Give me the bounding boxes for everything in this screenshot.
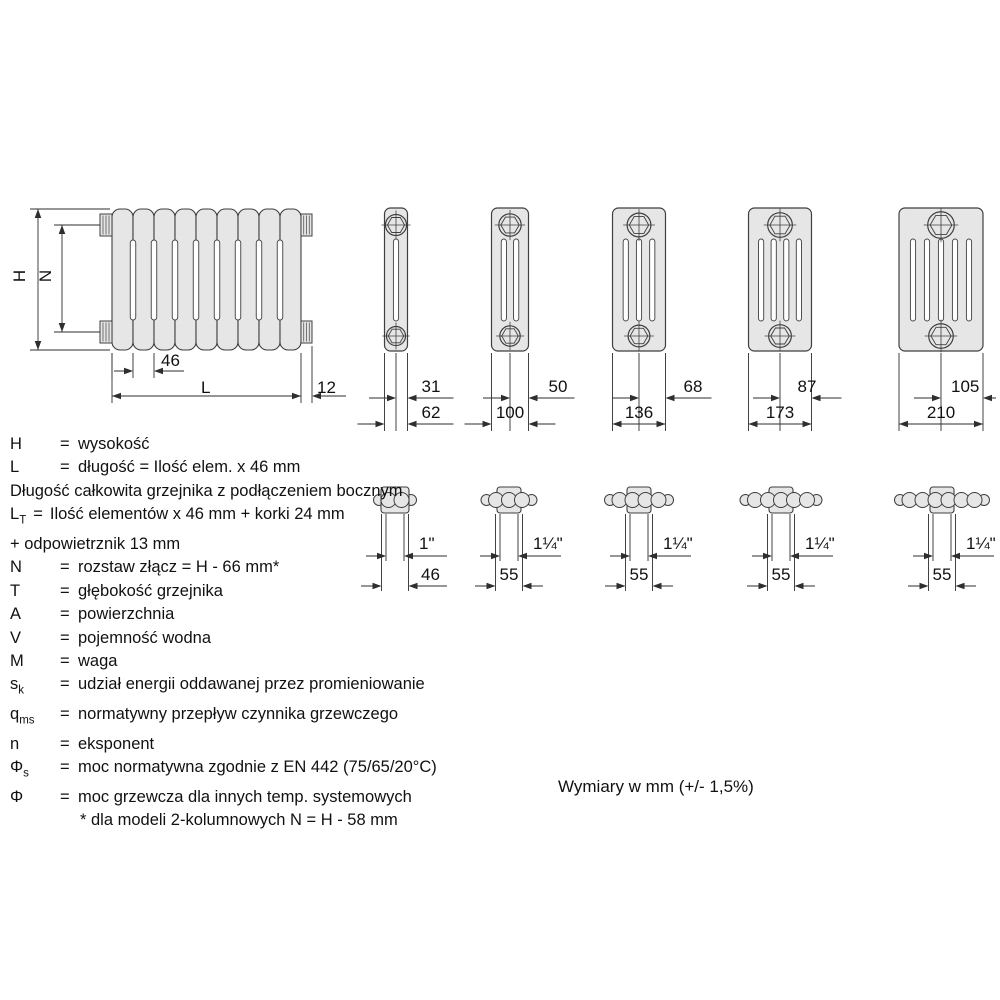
cross-section-3-col (465, 208, 575, 431)
legend-description: pojemność wodna (78, 628, 211, 647)
legend-row-10 (10, 673, 437, 703)
height-dim-label: H (10, 269, 30, 283)
legend-symbol: N (10, 558, 22, 577)
legend-equals: = (60, 435, 70, 453)
legend-symbol: n (10, 734, 20, 753)
legend-symbol: $q_{ms}$ (10, 705, 35, 727)
legend-row-14 (10, 786, 437, 809)
legend-description: udział energii oddawanej przez promieniowanie (78, 675, 425, 694)
legend-equals: = (60, 758, 70, 777)
cross-section-4-col (612, 208, 712, 431)
length-dim-label: L (201, 378, 211, 397)
legend-equals: = (60, 628, 70, 647)
legend-row-11 (10, 703, 437, 733)
topview-3col-thread-size-label: 1¼" (533, 534, 563, 553)
section-5col-half-depth-label: 87 (797, 377, 817, 396)
topview-2col-pitch-label: 46 (421, 565, 440, 584)
legend-row-2 (10, 480, 437, 503)
legend-equals: = (33, 505, 43, 524)
legend-symbol: $\Phi_s$ (10, 758, 29, 780)
legend-symbol: V (10, 628, 22, 647)
topview-4col-pitch-label: 55 (629, 565, 649, 584)
legend-symbol: $L_T$ (10, 505, 27, 527)
section-5col-full-depth-label: 173 (765, 403, 795, 422)
front-view (30, 209, 346, 403)
legend-equals: = (60, 581, 70, 600)
legend-row-8 (10, 627, 437, 650)
legend-row-13 (10, 756, 437, 786)
legend-equals: = (60, 605, 70, 624)
legend-description: Długość całkowita grzejnika z podłączeniem bocznym (10, 481, 403, 500)
section-2col-full-depth-label: 62 (421, 403, 441, 422)
section-4col-half-depth-label: 68 (683, 377, 703, 396)
legend-row-4 (10, 533, 437, 556)
legend-row-12 (10, 733, 437, 756)
element-pitch-dim-label: 46 (161, 351, 180, 370)
legend-symbol: $s_k$ (10, 675, 24, 697)
section-6col-half-depth-label: 105 (951, 377, 980, 396)
legend-description: powierzchnia (78, 605, 175, 624)
legend-equals: = (60, 675, 70, 694)
legend-equals: = (60, 558, 70, 577)
legend-description: waga (78, 651, 118, 670)
section-4col-full-depth-label: 136 (624, 403, 654, 422)
end-offset-dim-label: 12 (317, 378, 336, 397)
topview-5col-thread-size-label: 1¼" (805, 534, 835, 553)
section-2col-half-depth-label: 31 (421, 377, 441, 396)
legend-symbol: H (10, 435, 22, 453)
legend-row-5 (10, 556, 437, 579)
legend-equals: = (60, 651, 70, 670)
legend-equals: = (60, 458, 70, 477)
joint-spacing-dim-label: N (36, 269, 56, 283)
topview-2col-thread-size-label: 1" (419, 534, 435, 553)
legend-description: * dla modeli 2-kolumnowych N = H - 58 mm (80, 811, 398, 830)
legend-description: Ilość elementów x 46 mm + korki 24 mm (49, 505, 345, 524)
cross-section-6-col (899, 208, 996, 431)
cross-section-5-col (749, 208, 842, 431)
legend-symbol: L (10, 458, 20, 477)
legend-description: moc grzewcza dla innych temp. systemowych (78, 787, 412, 806)
legend-description: + odpowietrznik 13 mm (10, 534, 181, 553)
legend-description: rozstaw złącz = H - 66 mm* (78, 558, 280, 577)
legend-row-7 (10, 603, 437, 626)
legend-description: normatywny przepływ czynnika grzewczego (78, 705, 399, 724)
section-3col-half-depth-label: 50 (548, 377, 568, 396)
legend-description: głębokość grzejnika (78, 581, 223, 600)
legend-row-9 (10, 650, 437, 673)
section-3col-full-depth-label: 100 (495, 403, 525, 422)
legend-equals: = (60, 705, 70, 724)
legend-row-15 (10, 809, 437, 832)
cross-section-2-col (358, 208, 454, 431)
legend-row-0 (10, 433, 437, 456)
legend-symbol: Φ (10, 787, 24, 806)
topview-5col-pitch-label: 55 (771, 565, 791, 584)
legend-description: moc normatywna zgodnie z EN 442 (75/65/20°C) (78, 758, 437, 777)
topview-6col-pitch-label: 55 (932, 565, 952, 584)
legend-description: eksponent (78, 734, 155, 753)
legend-description: długość = Ilość elem. x 46 mm (78, 458, 301, 477)
topview-6col-thread-size-label: 1¼" (966, 534, 996, 553)
legend-row-6 (10, 580, 437, 603)
legend-symbol: A (10, 605, 22, 624)
legend-symbol: M (10, 651, 24, 670)
dimensions-note: Wymiary w mm (+/- 1,5%) (558, 777, 754, 796)
legend-equals: = (60, 787, 70, 806)
legend-equals: = (60, 734, 70, 753)
topview-4col-thread-size-label: 1¼" (663, 534, 693, 553)
legend-symbol: T (10, 581, 21, 600)
topview-3col-pitch-label: 55 (499, 565, 519, 584)
legend (10, 433, 437, 833)
section-6col-full-depth-label: 210 (926, 403, 956, 422)
legend-description: wysokość (78, 435, 150, 453)
legend-row-1 (10, 456, 437, 479)
legend-row-3 (10, 503, 437, 533)
